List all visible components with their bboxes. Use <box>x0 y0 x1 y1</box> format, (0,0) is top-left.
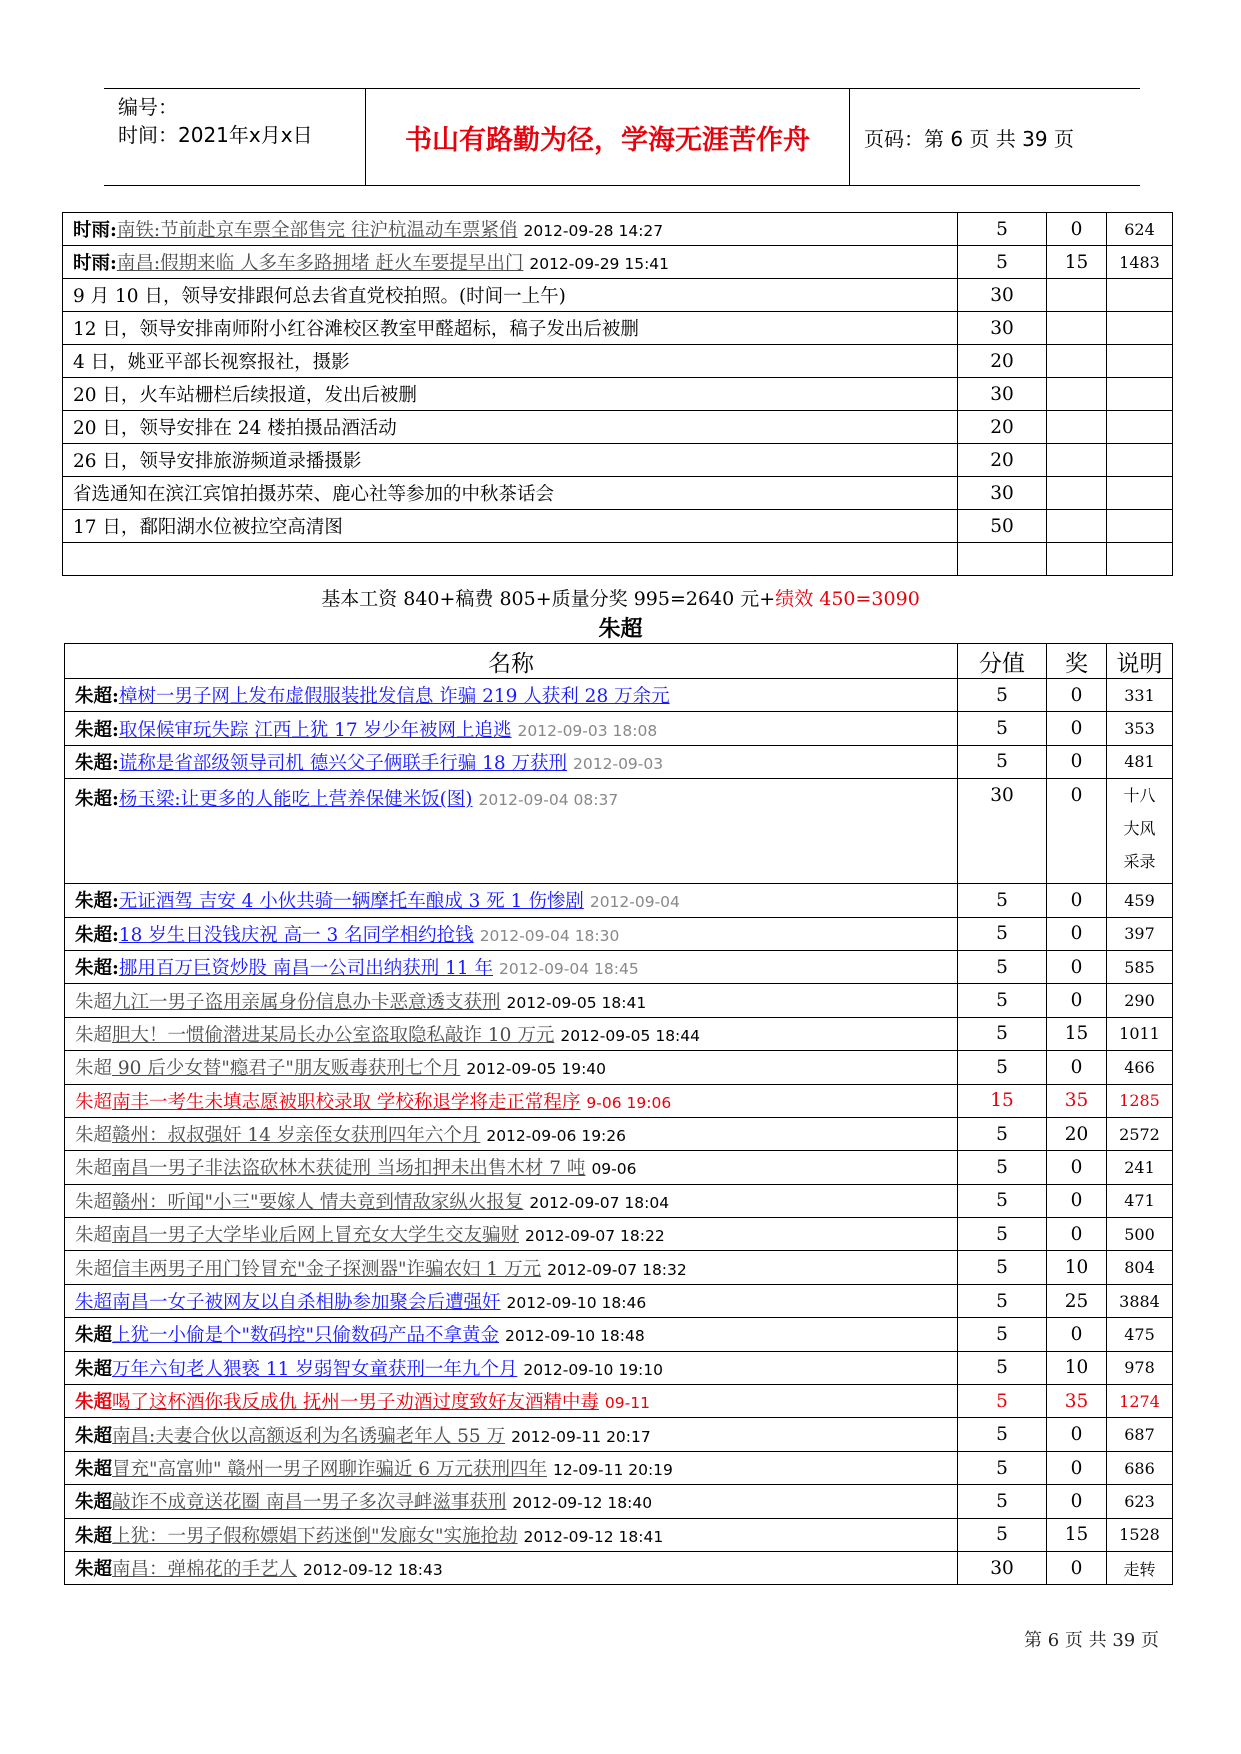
article-link[interactable]: 冒充"高富帅" 赣州一男子网聊诈骗近 6 万元获刑四年 <box>112 1459 547 1480</box>
award-cell: 0 <box>1047 884 1107 917</box>
entry-cell <box>65 779 958 884</box>
score-cell: 5 <box>958 712 1047 745</box>
table-row <box>65 1251 1173 1284</box>
table-row <box>65 1385 1173 1418</box>
award-cell: 15 <box>1047 1017 1107 1050</box>
score-cell: 5 <box>958 1451 1047 1484</box>
award-cell: 0 <box>1047 917 1107 950</box>
header-award: 奖 <box>1047 644 1107 679</box>
author-prefix: 朱超 <box>75 1058 113 1080</box>
author-prefix: 朱超 <box>75 1425 113 1447</box>
note-cell: 2572 <box>1107 1117 1173 1150</box>
article-link[interactable]: 南昌:假期来临 人多车多路拥堵 赶火车要提早出门 <box>116 253 524 274</box>
table-row <box>65 1151 1173 1184</box>
note-line: 十八 <box>1123 786 1156 806</box>
header-score: 分值 <box>958 644 1047 679</box>
note-cell <box>1107 444 1173 477</box>
timestamp: 2012-09-28 14:27 <box>523 222 664 240</box>
entry-cell <box>65 884 958 917</box>
table-row <box>63 411 1173 444</box>
note-cell: 3884 <box>1107 1284 1173 1317</box>
author-prefix: 朱超 <box>75 1492 113 1514</box>
article-link[interactable]: 上犹：一男子假称嫖娼下药迷倒"发廊女"实施抢劫 <box>112 1525 518 1547</box>
article-link[interactable]: 喝了这杯酒你我反成仇 抚州一男子劝酒过度致好友酒精中毒 <box>112 1392 599 1414</box>
entry-cell <box>63 279 958 312</box>
score-cell: 50 <box>958 510 1047 543</box>
score-cell: 5 <box>958 213 1047 246</box>
table-row <box>65 984 1173 1017</box>
task-text: 4 日，姚亚平部长视察报社，摄影 <box>73 352 350 373</box>
score-cell: 5 <box>958 679 1047 712</box>
note-cell: 1528 <box>1107 1518 1173 1551</box>
article-link[interactable]: 上犹一小偷是个"数码控"只偷数码产品不拿黄金 <box>112 1325 500 1347</box>
note-cell: 1285 <box>1107 1084 1173 1117</box>
timestamp: 2012-09-03 18:08 <box>517 721 658 740</box>
timestamp: 2012-09-03 <box>573 754 664 773</box>
table-row <box>63 213 1173 246</box>
article-link[interactable]: 南铁:节前赴京车票全部售完 往沪杭温动车票紧俏 <box>116 220 518 241</box>
score-cell: 5 <box>958 1284 1047 1317</box>
table-row <box>65 1218 1173 1251</box>
entry-cell <box>65 1117 958 1150</box>
note-cell: 471 <box>1107 1184 1173 1217</box>
entry-cell <box>63 411 958 444</box>
entry-cell <box>65 1051 958 1084</box>
table-row <box>63 312 1173 345</box>
timestamp: 2012-09-29 15:41 <box>529 255 670 273</box>
task-text: 12 日，领导安排南师附小红谷滩校区教室甲醛超标，稿子发出后被删 <box>73 319 639 340</box>
entry-cell <box>63 213 958 246</box>
score-cell: 5 <box>958 917 1047 950</box>
award-cell: 35 <box>1047 1385 1107 1418</box>
timestamp: 2012-09-04 18:30 <box>479 926 620 945</box>
timestamp: 2012-09-07 18:22 <box>525 1227 665 1246</box>
author-prefix: 朱超 <box>75 1325 113 1347</box>
timestamp: 2012-09-10 18:46 <box>506 1294 647 1313</box>
award-cell <box>1047 510 1107 543</box>
author-prefix: 朱超 <box>75 1024 113 1046</box>
award-cell: 20 <box>1047 1117 1107 1150</box>
entry-cell <box>65 1385 958 1418</box>
award-cell: 0 <box>1047 1318 1107 1351</box>
timestamp: 2012-09-04 18:45 <box>499 960 639 979</box>
work-log-table-shiyu <box>62 212 1173 576</box>
entry-cell <box>65 1084 958 1117</box>
entry-cell <box>65 1351 958 1384</box>
article-link[interactable]: 南昌一女子被网友以自杀相胁参加聚会后遭强奸 <box>112 1292 501 1314</box>
article-link[interactable]: 九江一男子盗用亲属身份信息办卡恶意透支获刑 <box>112 991 501 1013</box>
award-cell: 0 <box>1047 984 1107 1017</box>
score-cell: 5 <box>958 1418 1047 1451</box>
table-row <box>63 477 1173 510</box>
award-cell <box>1047 543 1107 576</box>
score-cell: 5 <box>958 1051 1047 1084</box>
award-cell: 15 <box>1047 246 1107 279</box>
score-cell: 20 <box>958 411 1047 444</box>
article-link[interactable]: 杨玉梁:让更多的人能吃上营养保健米饭(图) <box>118 789 473 811</box>
number-label: 编号： <box>118 95 178 119</box>
score-cell: 5 <box>958 1251 1047 1284</box>
note-cell: 331 <box>1107 679 1173 712</box>
article-link[interactable]: 18 岁生日没钱庆祝 高一 3 名同学相约抢钱 <box>118 924 474 946</box>
author-prefix: 朱超: <box>75 719 119 741</box>
table-row <box>65 745 1173 778</box>
author-prefix: 朱超: <box>75 891 119 913</box>
score-cell: 5 <box>958 1218 1047 1251</box>
author-prefix: 朱超: <box>75 686 119 708</box>
author-prefix: 朱超 <box>75 1559 113 1581</box>
note-cell <box>1107 543 1173 576</box>
note-cell: 623 <box>1107 1485 1173 1518</box>
award-cell: 0 <box>1047 213 1107 246</box>
award-cell: 15 <box>1047 1518 1107 1551</box>
header-note: 说明 <box>1107 644 1173 679</box>
author-prefix: 朱超 <box>75 991 113 1013</box>
note-cell: 1011 <box>1107 1017 1173 1050</box>
score-cell: 30 <box>958 1551 1047 1584</box>
table-row <box>65 1117 1173 1150</box>
table-row <box>65 1351 1173 1384</box>
task-text: 26 日，领导安排旅游频道录播摄影 <box>73 451 362 472</box>
article-link[interactable]: 胆大！一惯偷潜进某局长办公室盗取隐私敲诈 10 万元 <box>112 1024 555 1046</box>
award-cell: 0 <box>1047 1184 1107 1217</box>
author-prefix: 时雨: <box>73 253 117 274</box>
entry-cell <box>65 1251 958 1284</box>
table-row <box>65 779 1173 884</box>
score-cell: 30 <box>958 312 1047 345</box>
table-row <box>65 1518 1173 1551</box>
award-cell: 10 <box>1047 1251 1107 1284</box>
note-cell: 978 <box>1107 1351 1173 1384</box>
article-link[interactable]: 90 后少女替"瘾君子"朋友贩毒获刑七个月 <box>112 1058 461 1080</box>
salary-base: 基本工资 840+稿费 805+质量分奖 995=2640 元+ <box>321 588 776 610</box>
table-row <box>65 1418 1173 1451</box>
timestamp: 2012-09-11 20:17 <box>511 1427 651 1446</box>
article-link[interactable]: 万年六旬老人猥亵 11 岁弱智女童获刑一年九个月 <box>112 1358 518 1380</box>
timestamp: 2012-09-06 19:26 <box>486 1127 627 1146</box>
salary-bonus: 绩效 450=3090 <box>775 588 920 610</box>
award-cell: 0 <box>1047 712 1107 745</box>
author-prefix: 朱超: <box>75 958 119 980</box>
note-cell <box>1107 345 1173 378</box>
author-prefix: 朱超: <box>75 924 119 946</box>
note-cell: 585 <box>1107 950 1173 983</box>
award-cell: 0 <box>1047 1051 1107 1084</box>
author-prefix: 朱超 <box>75 1091 113 1113</box>
note-cell: 1483 <box>1107 246 1173 279</box>
award-cell <box>1047 378 1107 411</box>
timestamp: 2012-09-12 18:41 <box>523 1527 664 1546</box>
award-cell <box>1047 279 1107 312</box>
author-prefix: 朱超 <box>75 1292 113 1314</box>
note-cell <box>1107 279 1173 312</box>
entry-cell <box>63 246 958 279</box>
article-link[interactable]: 南昌一男子非法盗砍林木获徒刑 当场扣押未出售木材 7 吨 <box>112 1158 586 1180</box>
article-link[interactable]: 取保候审玩失踪 江西上犹 17 岁少年被网上追逃 <box>118 719 512 741</box>
table-row <box>65 1318 1173 1351</box>
score-cell: 5 <box>958 884 1047 917</box>
score-cell: 5 <box>958 745 1047 778</box>
article-link[interactable]: 谎称是省部级领导司机 德兴父子俩联手行骗 18 万获刑 <box>118 752 568 774</box>
note-cell: 687 <box>1107 1418 1173 1451</box>
entry-cell <box>65 917 958 950</box>
entry-cell <box>65 1418 958 1451</box>
note-line: 采录 <box>1123 852 1156 872</box>
table-row <box>63 510 1173 543</box>
note-cell: 290 <box>1107 984 1173 1017</box>
award-cell: 0 <box>1047 1551 1107 1584</box>
award-cell: 0 <box>1047 1418 1107 1451</box>
score-cell: 5 <box>958 1518 1047 1551</box>
entry-cell <box>63 510 958 543</box>
award-cell <box>1047 345 1107 378</box>
task-text: 9 月 10 日，领导安排跟何总去省直党校拍照。(时间一上午) <box>73 286 566 307</box>
score-cell: 5 <box>958 950 1047 983</box>
timestamp: 12-09-11 20:19 <box>552 1461 673 1479</box>
table-row <box>63 246 1173 279</box>
table-row <box>63 444 1173 477</box>
header-name: 名称 <box>65 644 958 679</box>
timestamp: 2012-09-05 18:44 <box>560 1026 701 1045</box>
timestamp: 9-06 19:06 <box>586 1093 672 1112</box>
note-cell: 466 <box>1107 1051 1173 1084</box>
table-row <box>65 950 1173 983</box>
note-cell <box>1107 510 1173 543</box>
score-cell: 5 <box>958 1017 1047 1050</box>
table-row <box>65 1284 1173 1317</box>
entry-cell <box>63 444 958 477</box>
note-cell: 475 <box>1107 1318 1173 1351</box>
salary-summary <box>0 584 1241 611</box>
score-cell: 5 <box>958 1318 1047 1351</box>
award-cell: 10 <box>1047 1351 1107 1384</box>
task-text: 20 日，火车站栅栏后续报道，发出后被删 <box>73 385 417 406</box>
score-cell: 30 <box>958 378 1047 411</box>
entry-cell <box>65 1151 958 1184</box>
table-row <box>65 712 1173 745</box>
award-cell <box>1047 312 1107 345</box>
author-prefix: 朱超 <box>75 1358 113 1380</box>
award-cell: 0 <box>1047 1485 1107 1518</box>
table-row <box>65 1017 1173 1050</box>
timestamp: 2012-09-05 19:40 <box>466 1060 607 1079</box>
page-footer: 第 6 页 共 39 页 <box>1024 1630 1159 1651</box>
timestamp: 2012-09-04 <box>589 893 680 912</box>
table-row <box>65 1084 1173 1117</box>
score-cell: 5 <box>958 1151 1047 1184</box>
award-cell: 0 <box>1047 679 1107 712</box>
table-header-row <box>65 644 1173 679</box>
note-cell: 走转 <box>1107 1551 1173 1584</box>
article-link[interactable]: 赣州：听闻"小三"要嫁人 情夫竟到情敌家纵火报复 <box>112 1191 524 1213</box>
award-cell: 35 <box>1047 1084 1107 1117</box>
award-cell <box>1047 477 1107 510</box>
motto: 书山有路勤为径，学海无涯苦作舟 <box>366 89 850 185</box>
article-link[interactable]: 南昌：弹棉花的手艺人 <box>112 1559 298 1581</box>
score-cell: 15 <box>958 1084 1047 1117</box>
entry-cell <box>65 1017 958 1050</box>
article-link[interactable]: 樟树一男子网上发布虚假服装批发信息 诈骗 219 人获利 28 万余元 <box>118 686 670 708</box>
score-cell: 5 <box>958 1184 1047 1217</box>
award-cell: 0 <box>1047 745 1107 778</box>
note-cell <box>1107 378 1173 411</box>
table-row <box>65 884 1173 917</box>
author-prefix: 朱超 <box>75 1191 113 1213</box>
entry-cell <box>65 1485 958 1518</box>
entry-cell <box>65 1551 958 1584</box>
article-link[interactable]: 南丰一考生未填志愿被职校录取 学校称退学将走正常程序 <box>112 1091 581 1113</box>
score-cell: 5 <box>958 1351 1047 1384</box>
note-cell: 624 <box>1107 213 1173 246</box>
note-cell: 353 <box>1107 712 1173 745</box>
note-cell: 459 <box>1107 884 1173 917</box>
author-prefix: 朱超 <box>75 1125 113 1147</box>
note-cell <box>1107 477 1173 510</box>
table-row <box>63 279 1173 312</box>
note-cell: 1274 <box>1107 1385 1173 1418</box>
entry-cell <box>65 1218 958 1251</box>
task-text: 省选通知在滨江宾馆拍摄苏荣、鹿心社等参加的中秋茶话会 <box>73 484 555 505</box>
article-link[interactable]: 敲诈不成竟送花圈 南昌一男子多次寻衅滋事获刑 <box>112 1492 507 1514</box>
timestamp: 09-06 <box>591 1160 637 1179</box>
entry-cell <box>65 1518 958 1551</box>
note-cell: 686 <box>1107 1451 1173 1484</box>
author-prefix: 朱超 <box>75 1459 113 1480</box>
score-cell: 5 <box>958 984 1047 1017</box>
entry-cell <box>63 345 958 378</box>
timestamp: 2012-09-05 18:41 <box>506 993 647 1012</box>
timestamp: 2012-09-10 19:10 <box>523 1360 664 1379</box>
note-cell: 241 <box>1107 1151 1173 1184</box>
entry-cell <box>63 378 958 411</box>
score-cell: 5 <box>958 1385 1047 1418</box>
award-cell: 0 <box>1047 1451 1107 1484</box>
entry-cell <box>65 1184 958 1217</box>
timestamp: 2012-09-07 18:32 <box>547 1260 687 1279</box>
note-cell <box>1107 312 1173 345</box>
author-prefix: 朱超 <box>75 1158 113 1180</box>
table-row <box>63 378 1173 411</box>
timestamp: 2012-09-12 18:40 <box>512 1494 653 1513</box>
table-row <box>65 679 1173 712</box>
entry-cell <box>63 477 958 510</box>
table-row <box>65 917 1173 950</box>
author-prefix: 时雨: <box>73 220 117 241</box>
score-cell: 30 <box>958 477 1047 510</box>
timestamp: 2012-09-04 08:37 <box>478 791 619 810</box>
note-cell: 804 <box>1107 1251 1173 1284</box>
task-text: 17 日，鄱阳湖水位被拉空高清图 <box>73 517 343 538</box>
award-cell: 0 <box>1047 1218 1107 1251</box>
page-header <box>104 88 1140 186</box>
award-cell: 0 <box>1047 1151 1107 1184</box>
note-cell: 397 <box>1107 917 1173 950</box>
article-link[interactable]: 赣州：叔叔强奸 14 岁亲侄女获刑四年六个月 <box>112 1125 481 1147</box>
score-cell: 30 <box>958 779 1047 884</box>
award-cell: 25 <box>1047 1284 1107 1317</box>
note-cell: 500 <box>1107 1218 1173 1251</box>
note-cell <box>1107 411 1173 444</box>
award-cell: 0 <box>1047 950 1107 983</box>
table-row <box>65 1184 1173 1217</box>
article-link[interactable]: 无证酒驾 吉安 4 小伙共骑一辆摩托车酿成 3 死 1 伤惨剧 <box>118 891 584 913</box>
article-link[interactable]: 挪用百万巨资炒股 南昌一公司出纳获刑 11 年 <box>118 958 494 980</box>
timestamp: 2012-09-10 18:48 <box>505 1327 645 1346</box>
entry-cell <box>65 712 958 745</box>
entry-cell <box>65 950 958 983</box>
note-cell <box>1107 779 1173 884</box>
timestamp: 09-11 <box>604 1394 650 1413</box>
entry-cell <box>65 1284 958 1317</box>
time-label: 时间：2021年x月x日 <box>118 123 313 147</box>
author-prefix: 朱超 <box>75 1258 113 1280</box>
table-row <box>63 543 1173 576</box>
section-title: 朱超 <box>598 616 643 642</box>
score-cell: 20 <box>958 345 1047 378</box>
entry-cell <box>65 679 958 712</box>
entry-cell <box>65 984 958 1017</box>
article-link[interactable]: 南昌:夫妻合伙以高额返利为名诱骗老年人 55 万 <box>112 1425 506 1447</box>
entry-cell <box>63 543 958 576</box>
table-row <box>65 1051 1173 1084</box>
page-indicator: 页码：第 6 页 共 39 页 <box>864 126 1074 151</box>
award-cell <box>1047 444 1107 477</box>
note-line: 大风 <box>1123 819 1156 839</box>
award-cell <box>1047 411 1107 444</box>
task-text: 20 日，领导安排在 24 楼拍摄品酒活动 <box>73 418 397 439</box>
author-prefix: 朱超 <box>75 1392 113 1414</box>
table-row <box>65 1551 1173 1584</box>
author-prefix: 朱超 <box>75 1525 113 1547</box>
score-cell: 5 <box>958 1485 1047 1518</box>
table-row <box>63 345 1173 378</box>
work-log-table-zhuchao <box>64 643 1173 1585</box>
entry-cell <box>65 745 958 778</box>
entry-cell <box>65 1318 958 1351</box>
author-prefix: 朱超: <box>75 752 119 774</box>
author-prefix: 朱超 <box>75 1225 113 1247</box>
entry-cell <box>63 312 958 345</box>
entry-cell <box>65 1451 958 1484</box>
header-meta <box>104 89 366 185</box>
article-link[interactable]: 南昌一男子大学毕业后网上冒充女大学生交友骗财 <box>112 1225 520 1247</box>
timestamp: 2012-09-07 18:04 <box>529 1193 670 1212</box>
score-cell <box>958 543 1047 576</box>
article-link[interactable]: 信丰两男子用门铃冒充"金子探测器"诈骗农妇 1 万元 <box>112 1258 542 1280</box>
score-cell: 30 <box>958 279 1047 312</box>
timestamp: 2012-09-12 18:43 <box>303 1561 443 1580</box>
award-cell: 0 <box>1047 779 1107 884</box>
table-row <box>65 1451 1173 1484</box>
score-cell: 5 <box>958 246 1047 279</box>
note-cell: 481 <box>1107 745 1173 778</box>
table-row <box>65 1485 1173 1518</box>
score-cell: 5 <box>958 1117 1047 1150</box>
score-cell: 20 <box>958 444 1047 477</box>
author-prefix: 朱超: <box>75 789 119 811</box>
